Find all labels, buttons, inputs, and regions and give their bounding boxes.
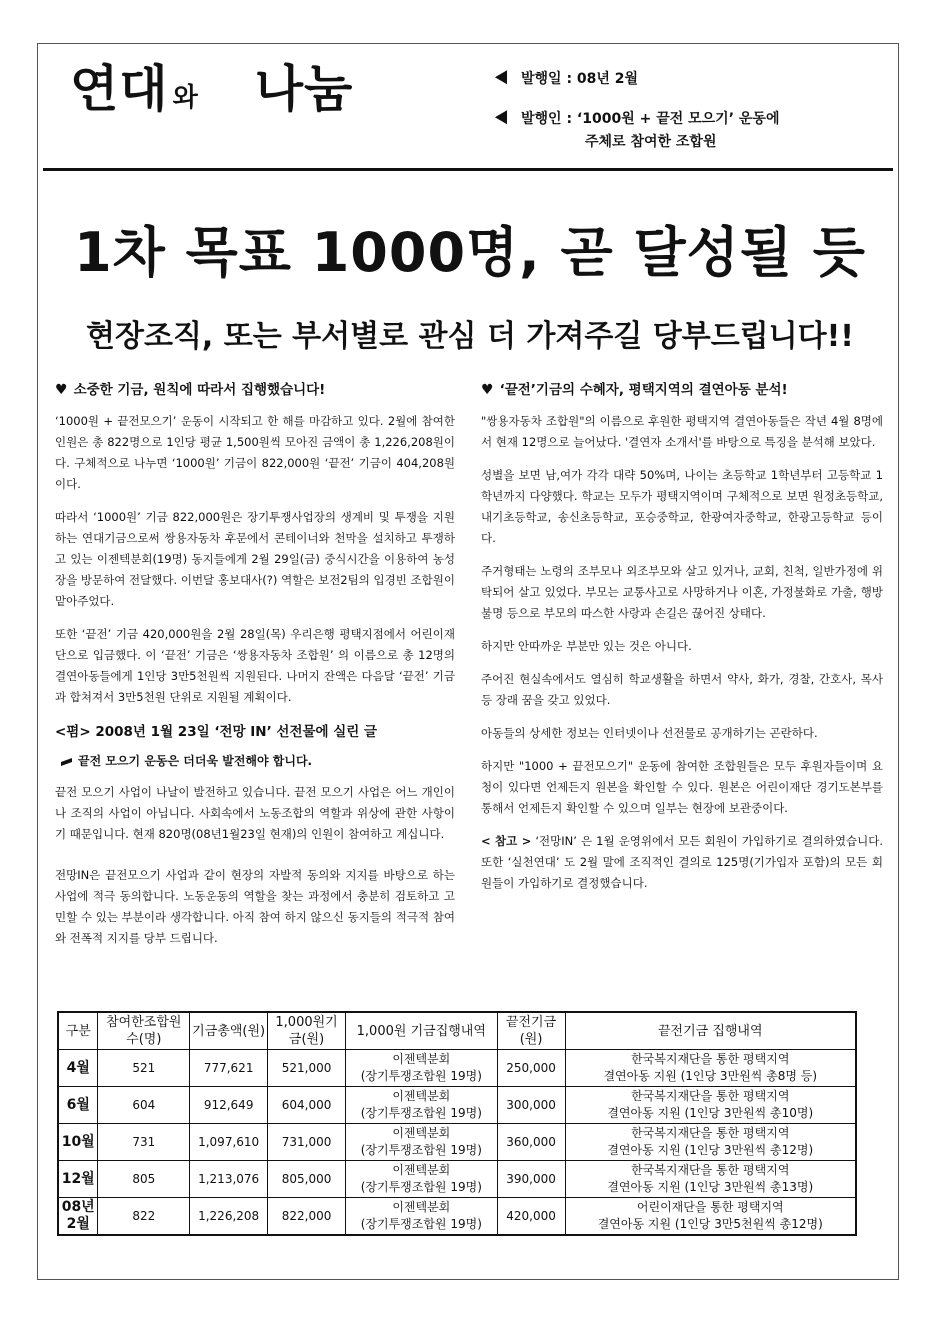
row-1000-use: 이젠텍분회 (장기투쟁조합원 19명) — [346, 1050, 498, 1087]
fund-summary-table — [57, 1011, 857, 1236]
row-kkeut-use: 한국복지재단을 통한 평택지역 결연아동 지원 (1인당 3만원씩 총8명 등) — [565, 1050, 856, 1087]
reference-note-label: < 참고 > — [481, 834, 532, 848]
right-paragraph-2: 성별을 보면 남,여가 각각 대략 50%며, 나이는 초등학교 1학년부터 고등학교 1학년까지 다양했다. 학교는 모두가 평택지역이며 구체적으로 보면 원정초등학교, 내기초등학교, 송신초등학교, 포승중학교, 한광여자중학교, 한광고등학교 등이다. — [481, 468, 883, 545]
table-row — [58, 1198, 856, 1236]
row-month: 10월 — [58, 1124, 98, 1161]
row-kkeut-fund: 420,000 — [497, 1198, 565, 1236]
header-total: 기금총액(원) — [190, 1012, 268, 1050]
row-month: 12월 — [58, 1161, 98, 1198]
row-month: 4월 — [58, 1050, 98, 1087]
row-kkeut-use: 어린이재단을 통한 평택지역 결연아동 지원 (1인당 3만5천원씩 총12명) — [565, 1198, 856, 1236]
left-paragraph-3: 또한 ‘끝전’ 기금 420,000원을 2월 28일(목) 우리은행 평택지점에서 어린이재단으로 입금했다. 이 ‘끝전’ 기금은 ‘쌍용자동차 조합원’ 의 이름으로 총 12명의 결연아동들에게 1인당 3만5천원씩 지원된다. 나머지 잔액은 다음달 ‘끝전’ 기금과 합쳐져서 3만5천원 단위로 지원될 계획이다. — [55, 627, 455, 704]
right-paragraph-1: "쌍용자동차 조합원"의 이름으로 후원한 평택지역 결연아동들은 작년 4월 8명에서 현재 12명으로 늘어났다. '결연자 소개서'를 바탕으로 특징을 분석해 보았다. — [481, 414, 883, 449]
triangle-bullet-icon — [495, 110, 513, 127]
row-month: 6월 — [58, 1087, 98, 1124]
left-paragraph-5: 전망IN은 끝전모으기 사업과 같이 현장의 자발적 동의와 지지를 바탕으로 하는 사업에 적극 동의합니다. 노동운동의 역할을 찾는 과정에서 충분히 검토하고 고민할 수 있는 부분이라 생각합니다. 아직 참여 하지 않으신 동지들의 적극적 참여와 전폭적 지지를 당부 드립니다. — [55, 868, 455, 945]
row-members: 822 — [98, 1198, 190, 1236]
right-section-heading — [481, 380, 883, 401]
header-kkeut-fund: 끝전기금(원) — [497, 1012, 565, 1050]
dash-bullet-icon — [61, 757, 72, 765]
right-column — [481, 380, 883, 906]
table-row — [58, 1161, 856, 1198]
row-kkeut-fund: 390,000 — [497, 1161, 565, 1198]
header-members: 참여한조합원수(명) — [98, 1012, 190, 1050]
table-header-row — [58, 1012, 856, 1050]
subheadline: 현장조직, 또는 부서별로 관심 더 가져주길 당부드립니다!! — [86, 319, 854, 354]
right-paragraph-6: 아동들의 상세한 정보는 인터넷이나 선전물로 공개하기는 곤란하다. — [481, 726, 818, 740]
row-1000-fund: 822,000 — [268, 1198, 346, 1236]
issue-date-text: 발행일 : 08년 2월 — [521, 71, 639, 87]
row-1000-use: 이젠텍분회 (장기투쟁조합원 19명) — [346, 1087, 498, 1124]
row-month: 08년 2월 — [58, 1198, 98, 1236]
right-paragraph-3: 주거형태는 노령의 조부모나 외조부모와 살고 있거나, 교회, 친척, 일반가정에 위탁되어 살고 있었다. 부모는 교통사고로 사망하거나 이혼, 가정불화로 가출, 행방불명 등으로 부모의 따스한 사랑과 손길은 끊어진 상태다. — [481, 564, 883, 620]
row-1000-fund: 604,000 — [268, 1087, 346, 1124]
header-1000-use: 1,000원 기금집행내역 — [346, 1012, 498, 1050]
row-members: 731 — [98, 1124, 190, 1161]
heart-icon: ♥ — [481, 382, 494, 398]
header-1000-fund: 1,000원기금(원) — [268, 1012, 346, 1050]
row-kkeut-use: 한국복지재단을 통한 평택지역 결연아동 지원 (1인당 3만원씩 총13명) — [565, 1161, 856, 1198]
masthead-word-yeondae: 연대 — [70, 60, 169, 118]
right-paragraph-4: 하지만 안따까운 부분만 있는 것은 아니다. — [481, 639, 692, 653]
headline: 1차 목표 1000명, 곧 달성될 듯 — [74, 221, 866, 284]
row-total: 912,649 — [190, 1087, 268, 1124]
publisher-line-2: 주체로 참여한 조합원 — [585, 134, 717, 150]
left-paragraph-4: 끝전 모으기 사업이 나날이 발전하고 있습니다. 끝전 모으기 사업은 어느 개인이나 조직의 사업이 아닙니다. 사회속에서 노동조합의 역할과 위상에 관한 사항이기 때문입니다. 현재 820명(08년1월23일 현재)의 인원이 참여하고 계십니다. — [55, 785, 455, 841]
row-1000-use: 이젠텍분회 (장기투쟁조합원 19명) — [346, 1124, 498, 1161]
right-paragraph-7: 하지만 "1000 + 끝전모으기" 운동에 참여한 조합원들은 모두 후원자들이며 요청이 있다면 언제든지 원본을 확인할 수 있다. 원본은 어린이재단 경기도본부를 통해서 언제든지 확인할 수 있으며 일부는 현장에 보관중이다. — [481, 759, 883, 815]
row-members: 604 — [98, 1087, 190, 1124]
publisher — [497, 108, 779, 128]
row-total: 1,213,076 — [190, 1161, 268, 1198]
right-heading-text: ‘끝전’기금의 수혜자, 평택지역의 결연아동 분석! — [499, 382, 788, 398]
left-heading-text: 소중한 기금, 원칙에 따라서 집행했습니다! — [73, 382, 326, 398]
table-row — [58, 1124, 856, 1161]
masthead-word-wa: 와 — [172, 83, 199, 113]
quoted-article-subheading — [61, 751, 455, 772]
header-kkeut-use: 끝전기금 집행내역 — [565, 1012, 856, 1050]
left-section-heading — [55, 380, 455, 401]
triangle-bullet-icon — [495, 70, 513, 87]
sub-point-text: 끝전 모으기 운동은 더더욱 발전해야 합니다. — [78, 754, 313, 768]
left-paragraph-1: ‘1000원 + 끝전모으기’ 운동이 시작되고 한 해를 마감하고 있다. 2월에 참여한 인원은 총 822명으로 1인당 평균 1,500원씩 모아진 금액이 총 1,226,208원이다. 구체적으로 나누면 ‘1000원’ 기금이 822,000원 ‘끝전’ 기금이 404,208원이다. — [55, 414, 455, 491]
reference-note — [481, 831, 883, 894]
row-kkeut-fund: 250,000 — [497, 1050, 565, 1087]
publisher-line-1: 발행인 : ‘1000원 + 끝전 모으기’ 운동에 — [521, 111, 780, 127]
row-total: 777,621 — [190, 1050, 268, 1087]
row-total: 1,097,610 — [190, 1124, 268, 1161]
table-row — [58, 1087, 856, 1124]
right-paragraph-5: 주어진 현실속에서도 열심히 학교생활을 하면서 약사, 화가, 경찰, 간호사, 목사 등 장래 꿈을 갖고 있었다. — [481, 672, 883, 707]
masthead-title — [70, 60, 354, 118]
issue-date — [497, 68, 638, 88]
row-members: 805 — [98, 1161, 190, 1198]
reference-note-text: ‘전망IN’ 은 1월 운영위에서 모든 회원이 가입하기로 결의하였습니다. 또한 ‘실천연대’ 도 2월 말에 조직적인 결의로 125명(기가입자 포함)의 모든 회원들이 가입하기로 결정했습니다. — [481, 834, 884, 890]
heart-icon: ♥ — [55, 382, 68, 398]
row-total: 1,226,208 — [190, 1198, 268, 1236]
row-kkeut-use: 한국복지재단을 통한 평택지역 결연아동 지원 (1인당 3만원씩 총10명) — [565, 1087, 856, 1124]
row-1000-use: 이젠텍분회 (장기투쟁조합원 19명) — [346, 1161, 498, 1198]
table-row — [58, 1050, 856, 1087]
left-paragraph-2: 따라서 ‘1000원’ 기금 822,000원은 장기투쟁사업장의 생계비 및 투쟁을 지원하는 연대기금으로써 쌍용자동차 후문에서 콘테이너와 천막을 설치하고 투쟁하고 있는 이젠텍분회(19명) 동지들에게 2월 29일(금) 중식시간을 이용하여 농성장을 방문하여 전달했다. 이번달 홍보대사(?) 역할은 보전2팀의 입경빈 조합원이 맡아주었다. — [55, 510, 455, 608]
row-members: 521 — [98, 1050, 190, 1087]
row-1000-fund: 521,000 — [268, 1050, 346, 1087]
row-1000-use: 이젠텍분회 (장기투쟁조합원 19명) — [346, 1198, 498, 1236]
left-column — [55, 380, 455, 961]
masthead-rule — [43, 168, 893, 171]
quoted-article-heading: <폄> 2008년 1월 23일 ‘전망 IN’ 선전물에 실린 글 — [55, 724, 378, 740]
masthead-word-nanum: 나눔 — [254, 60, 354, 118]
row-kkeut-use: 한국복지재단을 통한 평택지역 결연아동 지원 (1인당 3만원씩 총12명) — [565, 1124, 856, 1161]
header-category: 구분 — [58, 1012, 98, 1050]
row-kkeut-fund: 360,000 — [497, 1124, 565, 1161]
row-kkeut-fund: 300,000 — [497, 1087, 565, 1124]
row-1000-fund: 731,000 — [268, 1124, 346, 1161]
row-1000-fund: 805,000 — [268, 1161, 346, 1198]
